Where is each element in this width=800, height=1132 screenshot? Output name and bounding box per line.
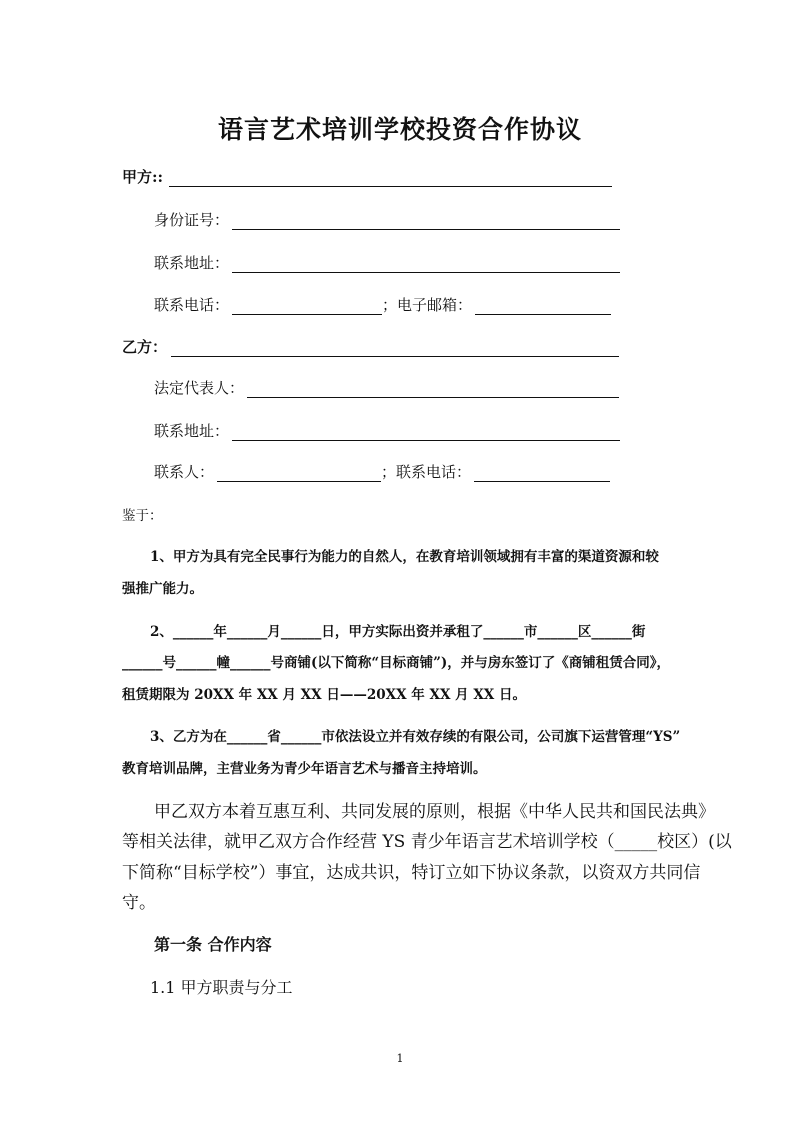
party-b-contact-label: 联系人： — [154, 463, 215, 481]
party-a-phone-field — [154, 294, 611, 315]
party-a-address-blank[interactable] — [232, 258, 620, 273]
party-b-contact-blank[interactable] — [217, 467, 381, 482]
party-b-phone-blank[interactable] — [474, 467, 610, 482]
party-b-blank[interactable] — [171, 342, 619, 357]
party-b-label: 乙方： — [122, 338, 168, 356]
intro-line-1: 甲乙双方本着互惠互利、共同发展的原则，根据《中华人民共和国民法典》 — [154, 802, 715, 822]
party-a-email-label: ；电子邮箱： — [382, 296, 473, 314]
party-a-address-field — [154, 252, 620, 273]
clause-2-line-2: ______号______幢______号商铺(以下简称“目标商铺”)，并与房东签订了《商铺租赁合同》， — [122, 655, 671, 671]
party-a-phone-blank[interactable] — [232, 300, 382, 315]
party-a-blank[interactable] — [169, 172, 612, 187]
whereas-heading: 鉴于： — [122, 508, 163, 524]
article-1-subheading: 1.1 甲方职责与分工 — [150, 978, 293, 997]
clause-1-line-2: 强推广能力。 — [122, 581, 203, 597]
party-b-address-label: 联系地址： — [154, 422, 230, 440]
party-a-id-blank[interactable] — [232, 215, 620, 230]
party-b-rep-field — [154, 377, 619, 398]
party-b-rep-blank[interactable] — [247, 383, 619, 398]
article-1-heading: 第一条 合作内容 — [154, 935, 272, 954]
party-b-field — [122, 336, 619, 357]
intro-line-4: 守。 — [122, 893, 156, 913]
clause-3-line-2: 教育培训品牌，主营业务为青少年语言艺术与播音主持培训。 — [122, 761, 487, 777]
clause-2-line-3: 租赁期限为 20XX 年 XX 月 XX 日——20XX 年 XX 月 XX 日。 — [122, 687, 526, 703]
party-b-phone-label: ；联系电话： — [381, 463, 472, 481]
page-number: 1 — [396, 1052, 404, 1065]
party-a-label: 甲方:: — [122, 168, 164, 186]
party-a-email-blank[interactable] — [475, 300, 611, 315]
intro-line-3: 下简称“目标学校”）事宜，达成共识，特订立如下协议条款，以资双方共同信 — [122, 863, 701, 883]
party-b-rep-label: 法定代表人： — [154, 379, 245, 397]
clause-3-line-1: 3、乙方为在______省______市依法设立并有效存续的有限公司，公司旗下运营管理“YS” — [150, 729, 681, 745]
party-a-id-field — [154, 209, 620, 230]
clause-2-line-1: 2、______年______月______日，甲方实际出资并承租了______市______区______街 — [150, 624, 646, 640]
party-a-id-label: 身份证号： — [154, 211, 230, 229]
intro-line-2: 等相关法律，就甲乙双方合作经营 YS 青少年语言艺术培训学校（_____校区）(以 — [122, 832, 732, 852]
party-b-contact-field — [154, 461, 610, 482]
party-a-address-label: 联系地址： — [154, 254, 230, 272]
party-b-address-blank[interactable] — [232, 426, 620, 441]
document-title: 语言艺术培训学校投资合作协议 — [217, 115, 582, 144]
party-a-field — [122, 166, 612, 187]
party-a-phone-label: 联系电话： — [154, 296, 230, 314]
party-b-address-field — [154, 420, 620, 441]
clause-1-line-1: 1、甲方为具有完全民事行为能力的自然人，在教育培训领域拥有丰富的渠道资源和较 — [150, 549, 659, 565]
